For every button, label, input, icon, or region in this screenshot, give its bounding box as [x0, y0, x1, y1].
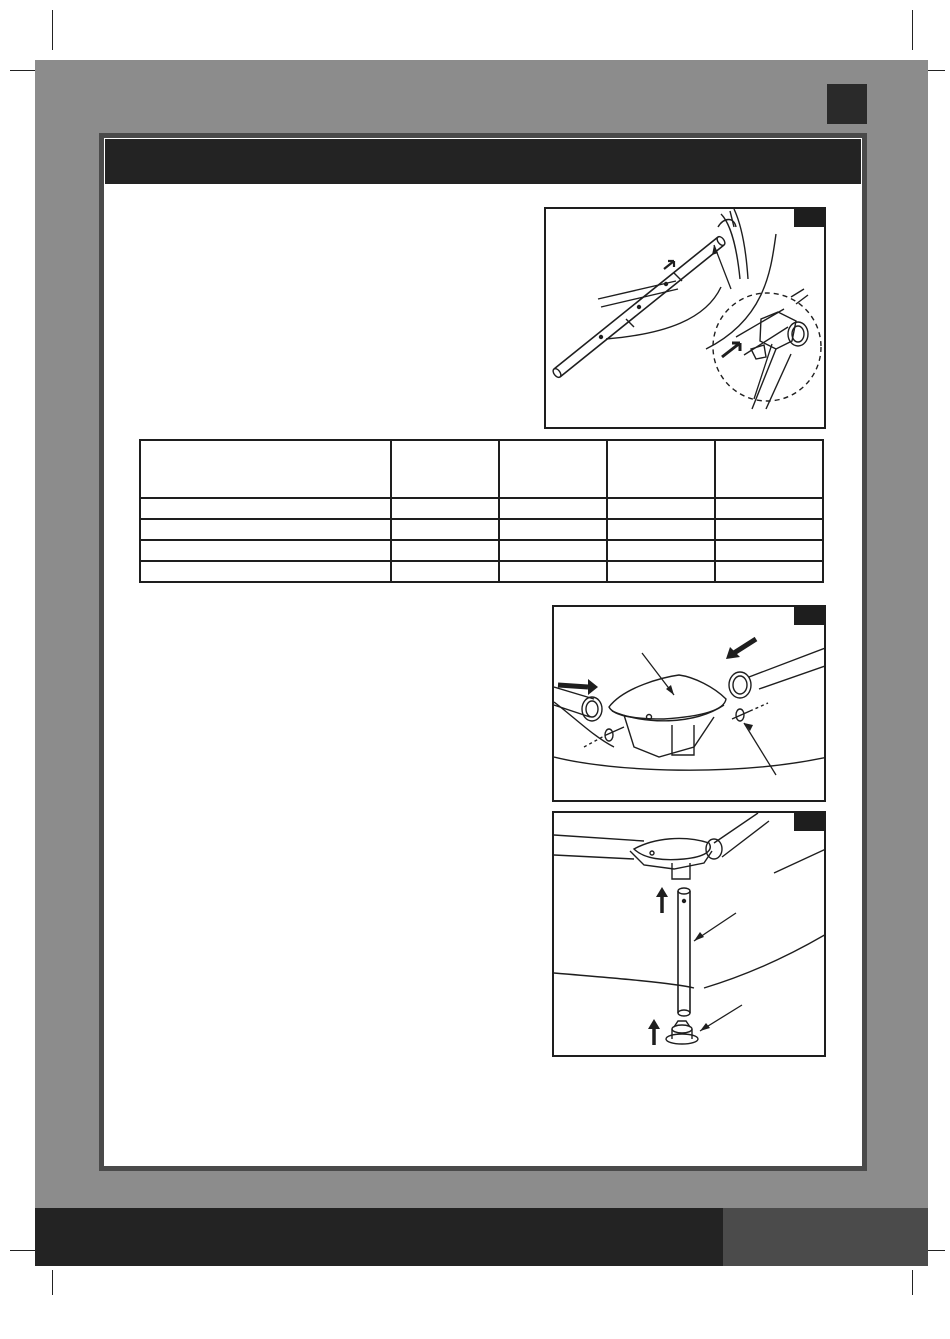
- table-header-cell: [140, 440, 391, 498]
- crop-mark-bottom-left-v: [52, 1270, 53, 1295]
- figure-t-joint-connection: [552, 605, 826, 802]
- table-header-cell: [715, 440, 823, 498]
- magnifier-callout-icon: [713, 289, 821, 409]
- table-header-cell: [607, 440, 715, 498]
- crop-mark-bottom-right-v: [912, 1270, 913, 1295]
- table-row: [140, 540, 823, 561]
- leg-tube-icon: [554, 813, 826, 1057]
- table-header-cell: [391, 440, 499, 498]
- arrow-icon: [664, 261, 674, 269]
- footer-band: [35, 1208, 723, 1266]
- tube-icon: [546, 209, 826, 429]
- arrow-icon: [558, 685, 588, 687]
- arrow-icon: [722, 343, 740, 357]
- figure-frame-pole-insertion: [544, 207, 826, 429]
- footer-tab: [723, 1208, 928, 1266]
- spec-table: [139, 439, 824, 583]
- table-header-row: [140, 440, 823, 498]
- crop-mark-top-right-v: [912, 10, 913, 50]
- crop-mark-top-left-v: [52, 10, 53, 50]
- arrow-up-icon: [648, 887, 668, 1045]
- page-number-tab: [827, 84, 867, 124]
- table-row: [140, 561, 823, 582]
- base-cap-icon: [666, 1021, 698, 1044]
- table-header-cell: [499, 440, 607, 498]
- section-header-band: [105, 139, 861, 184]
- figure-leg-and-base-cap: [552, 811, 826, 1057]
- arrow-icon: [734, 639, 756, 653]
- table-row: [140, 519, 823, 540]
- t-joint-icon: [554, 607, 826, 802]
- table-row: [140, 498, 823, 519]
